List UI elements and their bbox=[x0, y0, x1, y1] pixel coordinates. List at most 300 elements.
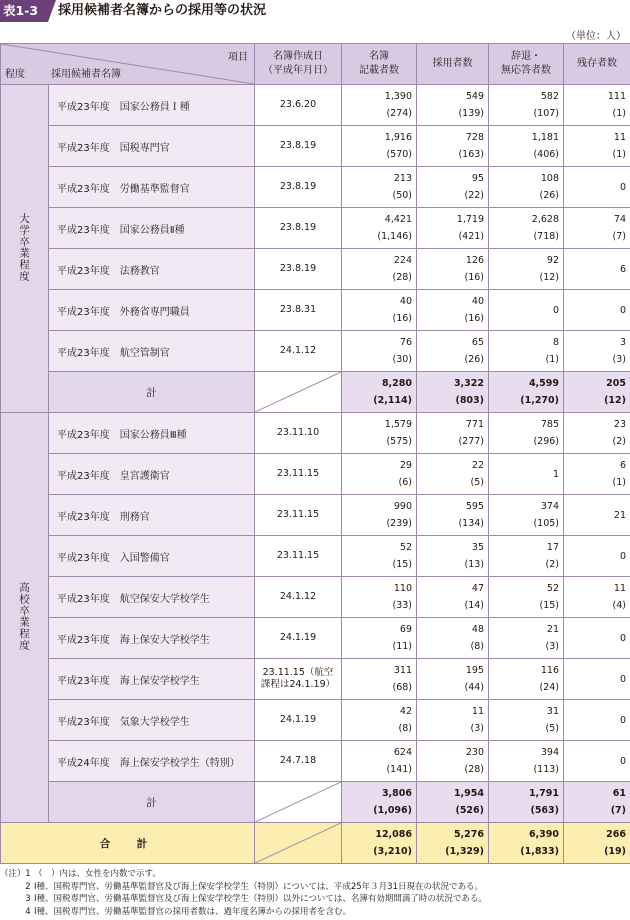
grand-remaining-value: 266 bbox=[606, 829, 626, 840]
table-row bbox=[1, 454, 630, 495]
listed-cell-value: 110 bbox=[393, 583, 412, 594]
remaining-cell-value: 0 bbox=[619, 673, 626, 685]
subtotal-declined-value: 1,791 bbox=[528, 788, 559, 799]
list-name: 平成23年度 航空管制官 bbox=[49, 331, 255, 372]
declined-cell-value: 785 bbox=[540, 419, 559, 430]
listed-cell bbox=[342, 495, 417, 536]
grand-total-diagonal-cell bbox=[255, 823, 342, 864]
declined-cell bbox=[489, 659, 564, 700]
subtotal-hired-value: 1,954 bbox=[453, 788, 484, 799]
hired-cell-value: 230 bbox=[465, 747, 484, 758]
footnote-text: Ⅰ種、国税専門官、労働基準監督官及び海上保安学校学生（特別）については、平成25年３月31日現在の状況である。 bbox=[34, 881, 483, 892]
subtotal-declined bbox=[489, 372, 564, 413]
declined-cell bbox=[489, 290, 564, 331]
list-name: 平成23年度 航空保安大学校学生 bbox=[49, 577, 255, 618]
declined-cell-female: (1) bbox=[545, 354, 559, 365]
footnote bbox=[0, 906, 630, 919]
table-row bbox=[1, 290, 630, 331]
listed-cell-value: 624 bbox=[393, 747, 412, 758]
hired-cell bbox=[417, 126, 489, 167]
footnote bbox=[0, 868, 630, 881]
listed-cell-value: 69 bbox=[399, 624, 412, 635]
list-name: 平成23年度 刑務官 bbox=[49, 495, 255, 536]
declined-cell-value: 116 bbox=[540, 665, 559, 676]
listed-cell-value: 29 bbox=[399, 460, 412, 471]
hired-cell-value: 11 bbox=[471, 706, 484, 717]
listed-cell-female: (8) bbox=[398, 723, 412, 734]
hired-cell-value: 95 bbox=[471, 173, 484, 184]
declined-cell-female: (2) bbox=[545, 559, 559, 570]
list-name: 平成23年度 国家公務員Ⅲ種 bbox=[49, 413, 255, 454]
header-diagonal-line bbox=[1, 44, 254, 84]
grand-total-diagonal-line bbox=[255, 823, 341, 863]
remaining-cell-female: (3) bbox=[612, 354, 626, 365]
hired-cell-value: 728 bbox=[465, 132, 484, 143]
list-date: 23.8.19 bbox=[255, 249, 342, 290]
hired-cell bbox=[417, 208, 489, 249]
hired-cell-value: 549 bbox=[465, 91, 484, 102]
footnote-number: 1 bbox=[25, 869, 31, 879]
list-date: 24.7.18 bbox=[255, 741, 342, 782]
remaining-cell bbox=[564, 85, 630, 126]
hired-cell-female: (421) bbox=[458, 231, 484, 242]
remaining-cell-value: 6 bbox=[619, 460, 626, 471]
subtotal-row bbox=[1, 372, 630, 413]
hired-cell-female: (3) bbox=[470, 723, 484, 734]
remaining-cell bbox=[564, 167, 630, 208]
list-name: 平成23年度 海上保安大学校学生 bbox=[49, 618, 255, 659]
table-title-bar bbox=[0, 0, 630, 22]
footnote bbox=[0, 893, 630, 906]
table-row bbox=[1, 536, 630, 577]
list-name: 平成23年度 法務教官 bbox=[49, 249, 255, 290]
remaining-cell bbox=[564, 454, 630, 495]
listed-cell bbox=[342, 577, 417, 618]
declined-cell-value: 92 bbox=[546, 255, 559, 266]
subtotal-diagonal-line bbox=[255, 372, 341, 412]
declined-cell-female: (113) bbox=[533, 764, 559, 775]
remaining-cell bbox=[564, 618, 630, 659]
hired-cell-value: 126 bbox=[465, 255, 484, 266]
listed-cell-value: 76 bbox=[399, 337, 412, 348]
declined-cell bbox=[489, 85, 564, 126]
hired-cell bbox=[417, 290, 489, 331]
header-date-line2: （平成年月日） bbox=[263, 65, 333, 76]
remaining-cell bbox=[564, 741, 630, 782]
grand-total-row bbox=[1, 823, 630, 864]
listed-cell bbox=[342, 536, 417, 577]
declined-cell-female: (296) bbox=[533, 436, 559, 447]
declined-cell-value: 394 bbox=[540, 747, 559, 758]
hired-cell-female: (163) bbox=[458, 149, 484, 160]
subtotal-label: 計 bbox=[49, 372, 255, 413]
hired-cell bbox=[417, 454, 489, 495]
list-name: 平成23年度 国家公務員Ｉ種 bbox=[49, 85, 255, 126]
hired-cell bbox=[417, 413, 489, 454]
subtotal-declined-female: (1,270) bbox=[520, 395, 559, 406]
header-diagonal-cell bbox=[1, 44, 255, 85]
hired-cell-female: (44) bbox=[464, 682, 484, 693]
hired-cell-value: 40 bbox=[471, 296, 484, 307]
hired-cell-female: (5) bbox=[470, 477, 484, 488]
remaining-cell bbox=[564, 290, 630, 331]
declined-cell-value: 17 bbox=[546, 542, 559, 553]
subtotal-diagonal-line bbox=[255, 782, 341, 822]
header-date bbox=[255, 44, 342, 85]
remaining-cell-value: 6 bbox=[619, 263, 626, 275]
hired-cell-value: 1,719 bbox=[456, 214, 484, 225]
footnote-prefix bbox=[0, 906, 22, 919]
table-row bbox=[1, 413, 630, 454]
remaining-cell-value: 11 bbox=[613, 132, 626, 143]
header-declined bbox=[489, 44, 564, 85]
list-date: 23.8.31 bbox=[255, 290, 342, 331]
declined-cell-female: (26) bbox=[539, 190, 559, 201]
listed-cell-female: (68) bbox=[392, 682, 412, 693]
listed-cell bbox=[342, 290, 417, 331]
declined-cell-value: 8 bbox=[552, 337, 559, 348]
remaining-cell-value: 11 bbox=[613, 583, 626, 594]
footnote bbox=[0, 881, 630, 894]
listed-cell bbox=[342, 126, 417, 167]
list-date: 24.1.12 bbox=[255, 577, 342, 618]
list-date: 23.11.15（航空 課程は24.1.19） bbox=[255, 659, 342, 700]
listed-cell-female: (570) bbox=[386, 149, 412, 160]
hired-cell-female: (28) bbox=[464, 764, 484, 775]
listed-cell-female: (28) bbox=[392, 272, 412, 283]
table-body bbox=[1, 85, 630, 864]
subtotal-diagonal-cell bbox=[255, 372, 342, 413]
footnote-number: 2 bbox=[25, 881, 31, 892]
declined-cell-female: (105) bbox=[533, 518, 559, 529]
hired-cell-female: (14) bbox=[464, 600, 484, 611]
grand-listed-female: (3,210) bbox=[373, 846, 412, 857]
subtotal-remaining-value: 61 bbox=[612, 788, 626, 799]
list-date: 24.1.19 bbox=[255, 700, 342, 741]
list-date: 23.11.15 bbox=[255, 536, 342, 577]
remaining-cell bbox=[564, 536, 630, 577]
list-date: 24.1.19 bbox=[255, 618, 342, 659]
listed-cell-female: (239) bbox=[386, 518, 412, 529]
header-remaining: 残存者数 bbox=[564, 44, 630, 85]
footnote-text: Ⅰ種、国税専門官、労働基準監督官の採用者数は、過年度名簿からの採用者を含む。 bbox=[34, 906, 352, 917]
remaining-cell-female: (2) bbox=[612, 436, 626, 447]
list-name: 平成23年度 気象大学校学生 bbox=[49, 700, 255, 741]
subtotal-remaining-female: (7) bbox=[610, 805, 626, 816]
listed-cell-value: 1,390 bbox=[384, 91, 412, 102]
subtotal-hired-female: (526) bbox=[455, 805, 484, 816]
hired-cell bbox=[417, 577, 489, 618]
grand-declined bbox=[489, 823, 564, 864]
level-label: 高校卒業程度 bbox=[18, 581, 30, 651]
grand-listed bbox=[342, 823, 417, 864]
subtotal-hired bbox=[417, 372, 489, 413]
declined-cell-female: (3) bbox=[545, 641, 559, 652]
grand-remaining-female: (19) bbox=[604, 846, 626, 857]
remaining-cell-value: 0 bbox=[619, 714, 626, 726]
remaining-cell bbox=[564, 126, 630, 167]
remaining-cell bbox=[564, 659, 630, 700]
subtotal-hired bbox=[417, 782, 489, 823]
remaining-cell-female: (1) bbox=[612, 108, 626, 119]
list-name: 平成23年度 海上保安学校学生 bbox=[49, 659, 255, 700]
remaining-cell-value: 0 bbox=[619, 550, 626, 562]
remaining-cell-value: 111 bbox=[607, 91, 626, 102]
table-row bbox=[1, 167, 630, 208]
listed-cell-value: 1,916 bbox=[384, 132, 412, 143]
subtotal-declined bbox=[489, 782, 564, 823]
hired-cell-female: (134) bbox=[458, 518, 484, 529]
listed-cell-female: (30) bbox=[392, 354, 412, 365]
subtotal-hired-female: (803) bbox=[455, 395, 484, 406]
declined-cell-female: (15) bbox=[539, 600, 559, 611]
listed-cell bbox=[342, 85, 417, 126]
listed-cell bbox=[342, 208, 417, 249]
declined-cell bbox=[489, 495, 564, 536]
remaining-cell-female: (4) bbox=[612, 600, 626, 611]
list-date: 23.11.15 bbox=[255, 454, 342, 495]
remaining-cell-value: 0 bbox=[619, 181, 626, 193]
table-row bbox=[1, 700, 630, 741]
table-title: 採用候補者名簿からの採用等の状況 bbox=[58, 3, 267, 18]
declined-cell-female: (406) bbox=[533, 149, 559, 160]
hired-cell-value: 65 bbox=[471, 337, 484, 348]
listed-cell bbox=[342, 454, 417, 495]
subtotal-listed-female: (1,096) bbox=[373, 805, 412, 816]
list-name: 平成23年度 労働基準監督官 bbox=[49, 167, 255, 208]
grand-hired bbox=[417, 823, 489, 864]
listed-cell bbox=[342, 167, 417, 208]
hired-cell bbox=[417, 659, 489, 700]
hired-cell-female: (277) bbox=[458, 436, 484, 447]
grand-remaining bbox=[564, 823, 630, 864]
remaining-cell-value: 0 bbox=[619, 632, 626, 644]
header-listed-line2: 記載者数 bbox=[359, 65, 399, 76]
declined-cell bbox=[489, 208, 564, 249]
header-listed bbox=[342, 44, 417, 85]
listed-cell bbox=[342, 413, 417, 454]
declined-cell bbox=[489, 413, 564, 454]
list-date: 23.11.10 bbox=[255, 413, 342, 454]
table-row bbox=[1, 618, 630, 659]
subtotal-remaining bbox=[564, 372, 630, 413]
declined-cell bbox=[489, 454, 564, 495]
table-row bbox=[1, 126, 630, 167]
declined-cell-female: (24) bbox=[539, 682, 559, 693]
hired-cell bbox=[417, 85, 489, 126]
header-list-label: 採用候補者名簿 bbox=[51, 69, 121, 80]
footnote-prefix: （注） bbox=[0, 869, 26, 879]
listed-cell-value: 52 bbox=[399, 542, 412, 553]
declined-cell bbox=[489, 700, 564, 741]
footnote-text: （ ）内は、女性を内数で示す。 bbox=[34, 869, 161, 879]
footnotes bbox=[0, 868, 630, 918]
table-row bbox=[1, 577, 630, 618]
subtotal-listed-value: 8,280 bbox=[381, 378, 412, 389]
grand-hired-value: 5,276 bbox=[453, 829, 484, 840]
header-date-line1: 名簿作成日 bbox=[273, 51, 323, 62]
listed-cell bbox=[342, 659, 417, 700]
listed-cell-value: 42 bbox=[399, 706, 412, 717]
declined-cell-value: 108 bbox=[540, 173, 559, 184]
listed-cell bbox=[342, 700, 417, 741]
listed-cell-value: 990 bbox=[393, 501, 412, 512]
hired-cell-value: 22 bbox=[471, 460, 484, 471]
list-date: 23.8.19 bbox=[255, 126, 342, 167]
listed-cell-female: (16) bbox=[392, 313, 412, 324]
remaining-cell-female: (7) bbox=[612, 231, 626, 242]
declined-cell bbox=[489, 536, 564, 577]
subtotal-row bbox=[1, 782, 630, 823]
hired-cell bbox=[417, 167, 489, 208]
hired-cell bbox=[417, 618, 489, 659]
table-row bbox=[1, 208, 630, 249]
remaining-cell bbox=[564, 249, 630, 290]
header-hired: 採用者数 bbox=[417, 44, 489, 85]
remaining-cell-value: 3 bbox=[619, 337, 626, 348]
remaining-cell-value: 74 bbox=[613, 214, 626, 225]
subtotal-listed-value: 3,806 bbox=[381, 788, 412, 799]
declined-cell-value: 1 bbox=[552, 468, 559, 480]
listed-cell-value: 4,421 bbox=[384, 214, 412, 225]
hired-cell bbox=[417, 495, 489, 536]
remaining-cell-female: (1) bbox=[612, 149, 626, 160]
header-declined-line1: 辞退・ bbox=[511, 51, 541, 62]
listed-cell-value: 224 bbox=[393, 255, 412, 266]
listed-cell-female: (50) bbox=[392, 190, 412, 201]
hired-cell-value: 595 bbox=[465, 501, 484, 512]
hired-cell bbox=[417, 700, 489, 741]
hired-cell-female: (8) bbox=[470, 641, 484, 652]
listed-cell-female: (11) bbox=[392, 641, 412, 652]
listed-cell-female: (1,146) bbox=[377, 231, 412, 242]
listed-cell-value: 1,579 bbox=[384, 419, 412, 430]
listed-cell-value: 213 bbox=[393, 173, 412, 184]
declined-cell-female: (107) bbox=[533, 108, 559, 119]
declined-cell bbox=[489, 249, 564, 290]
footnote-prefix bbox=[0, 881, 22, 894]
header-declined-line2: 無応答者数 bbox=[501, 65, 551, 76]
listed-cell-value: 40 bbox=[399, 296, 412, 307]
subtotal-remaining bbox=[564, 782, 630, 823]
grand-declined-value: 6,390 bbox=[528, 829, 559, 840]
list-name: 平成23年度 皇宮護衛官 bbox=[49, 454, 255, 495]
recruitment-table bbox=[0, 43, 630, 864]
header-listed-line1: 名簿 bbox=[369, 51, 389, 62]
declined-cell-value: 2,628 bbox=[531, 214, 559, 225]
declined-cell-female: (5) bbox=[545, 723, 559, 734]
listed-cell bbox=[342, 331, 417, 372]
subtotal-diagonal-cell bbox=[255, 782, 342, 823]
listed-cell bbox=[342, 249, 417, 290]
grand-hired-female: (1,329) bbox=[445, 846, 484, 857]
remaining-cell bbox=[564, 700, 630, 741]
hired-cell-female: (16) bbox=[464, 272, 484, 283]
hired-cell-female: (139) bbox=[458, 108, 484, 119]
hired-cell-female: (13) bbox=[464, 559, 484, 570]
remaining-cell bbox=[564, 577, 630, 618]
hired-cell bbox=[417, 331, 489, 372]
subtotal-remaining-value: 205 bbox=[606, 378, 626, 389]
remaining-cell-female: (1) bbox=[612, 477, 626, 488]
list-name: 平成23年度 入国警備官 bbox=[49, 536, 255, 577]
remaining-cell-value: 0 bbox=[619, 755, 626, 767]
listed-cell-female: (141) bbox=[386, 764, 412, 775]
remaining-cell-value: 21 bbox=[613, 509, 626, 521]
listed-cell bbox=[342, 741, 417, 782]
listed-cell-female: (274) bbox=[386, 108, 412, 119]
table-row bbox=[1, 495, 630, 536]
declined-cell-value: 31 bbox=[546, 706, 559, 717]
list-name: 平成23年度 国税専門官 bbox=[49, 126, 255, 167]
hired-cell bbox=[417, 536, 489, 577]
listed-cell-value: 311 bbox=[393, 665, 412, 676]
header-item-label: 項目 bbox=[228, 52, 248, 63]
level-cell bbox=[1, 413, 49, 823]
remaining-cell bbox=[564, 495, 630, 536]
table-row bbox=[1, 741, 630, 782]
subtotal-listed bbox=[342, 372, 417, 413]
header-row bbox=[1, 44, 630, 85]
list-date: 23.8.19 bbox=[255, 208, 342, 249]
footnote-number: 3 bbox=[25, 894, 31, 904]
subtotal-declined-value: 4,599 bbox=[528, 378, 559, 389]
list-name: 平成23年度 外務省専門職員 bbox=[49, 290, 255, 331]
declined-cell bbox=[489, 618, 564, 659]
list-date: 23.11.15 bbox=[255, 495, 342, 536]
header-level-label: 程度 bbox=[5, 69, 25, 80]
listed-cell-female: (15) bbox=[392, 559, 412, 570]
remaining-cell-value: 23 bbox=[613, 419, 626, 430]
remaining-cell bbox=[564, 331, 630, 372]
hired-cell bbox=[417, 741, 489, 782]
hired-cell-value: 35 bbox=[471, 542, 484, 553]
declined-cell-value: 0 bbox=[552, 304, 559, 316]
subtotal-listed-female: (2,114) bbox=[373, 395, 412, 406]
list-name: 平成24年度 海上保安学校学生（特別） bbox=[49, 741, 255, 782]
table-row bbox=[1, 331, 630, 372]
declined-cell bbox=[489, 126, 564, 167]
listed-cell bbox=[342, 618, 417, 659]
subtotal-hired-value: 3,322 bbox=[453, 378, 484, 389]
listed-cell-female: (575) bbox=[386, 436, 412, 447]
list-name: 平成23年度 国家公務員Ⅱ種 bbox=[49, 208, 255, 249]
hired-cell-value: 771 bbox=[465, 419, 484, 430]
listed-cell-female: (33) bbox=[392, 600, 412, 611]
subtotal-declined-female: (563) bbox=[530, 805, 559, 816]
level-cell bbox=[1, 85, 49, 413]
declined-cell bbox=[489, 577, 564, 618]
list-date: 24.1.12 bbox=[255, 331, 342, 372]
hired-cell-female: (26) bbox=[464, 354, 484, 365]
remaining-cell bbox=[564, 208, 630, 249]
hired-cell-female: (16) bbox=[464, 313, 484, 324]
list-date: 23.6.20 bbox=[255, 85, 342, 126]
table-number-badge: 表1-3 bbox=[0, 0, 48, 22]
subtotal-label: 計 bbox=[49, 782, 255, 823]
declined-cell bbox=[489, 331, 564, 372]
grand-listed-value: 12,086 bbox=[375, 829, 412, 840]
declined-cell-value: 374 bbox=[540, 501, 559, 512]
table-row bbox=[1, 659, 630, 700]
subtotal-remaining-female: (12) bbox=[604, 395, 626, 406]
listed-cell-female: (6) bbox=[398, 477, 412, 488]
list-date: 23.8.19 bbox=[255, 167, 342, 208]
level-label: 大学卒業程度 bbox=[18, 212, 30, 282]
table-row bbox=[1, 85, 630, 126]
hired-cell bbox=[417, 249, 489, 290]
hired-cell-value: 47 bbox=[471, 583, 484, 594]
